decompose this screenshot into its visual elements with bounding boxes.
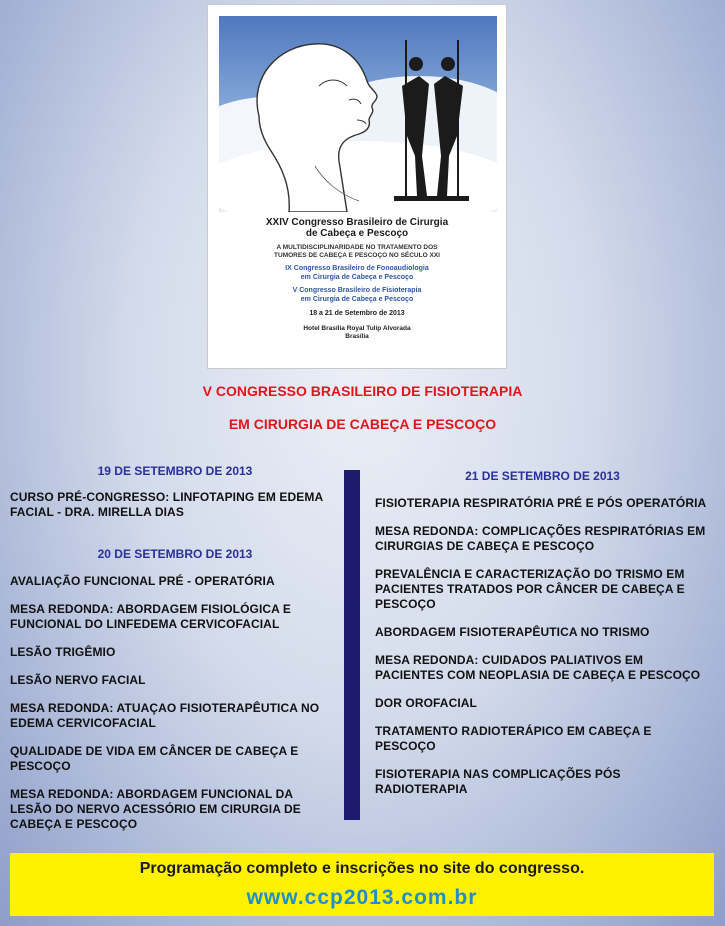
item-line: MESA REDONDA: ATUAÇAO FISIOTERAPÊUTICA NO — [10, 701, 320, 715]
item-line: LESÃO DO NERVO ACESSÓRIO EM CIRURGIA DE — [10, 802, 301, 816]
item-line: FUNCIONAL DO LINFEDEMA CERVICOFACIAL — [10, 617, 280, 631]
schedule-item — [10, 574, 319, 589]
schedule-item — [375, 653, 706, 683]
poster-venue-line: Hotel Brasília Royal Tulip Alvorada — [303, 325, 411, 332]
item-line: CURSO PRÉ-CONGRESSO: LINFOTAPING EM EDEMA — [10, 490, 324, 504]
footer-info-text: Programação completo e inscrições no site do congresso. — [139, 860, 585, 877]
poster-congress-fisio — [208, 287, 506, 304]
poster-fisio-line: V Congresso Brasileiro de Fisioterapia — [292, 287, 422, 294]
item-line: MESA REDONDA: ABORDAGEM FISIOLÓGICA E — [10, 602, 292, 616]
schedule-item — [10, 645, 319, 660]
schedule-day-20 — [10, 574, 319, 845]
item-line: LESÃO NERVO FACIAL — [10, 673, 146, 687]
item-line: CABEÇA E PESCOÇO — [10, 817, 138, 831]
poster-fisio-line: em Cirurgia de Cabeça e Pescoço — [300, 295, 414, 303]
schedule-item — [10, 673, 319, 688]
item-line: MESA REDONDA: ABORDAGEM FUNCIONAL DA — [10, 787, 294, 801]
schedule-item — [375, 524, 706, 554]
footer-banner — [10, 853, 714, 916]
column-divider — [344, 470, 360, 820]
item-line: PACIENTES TRATADOS POR CÂNCER DE CABEÇA E — [375, 582, 685, 596]
item-line: LESÃO TRIGÊMIO — [10, 645, 116, 659]
item-line: FACIAL - DRA. MIRELLA DIAS — [10, 505, 184, 519]
poster-text-block — [208, 217, 506, 341]
schedule-item — [375, 496, 706, 511]
item-line: PESCOÇO — [375, 597, 436, 611]
item-line: PESCOÇO — [10, 759, 71, 773]
poster-fono-line: em Cirurgia de Cabeça e Pescoço — [300, 273, 414, 281]
item-line: PACIENTES COM NEOPLASIA DE CABEÇA E PESCOÇO — [375, 668, 701, 682]
item-line: MESA REDONDA: COMPLICAÇÕES RESPIRATÓRIAS EM — [375, 524, 706, 538]
schedule-item — [10, 490, 323, 520]
schedule-item — [375, 767, 706, 797]
date-heading-20: 20 DE SETEMBRO DE 2013 — [97, 547, 253, 561]
item-line: CIRURGIAS DE CABEÇA E PESCOÇO — [375, 539, 595, 553]
schedule-item — [10, 744, 319, 774]
poster-fono-line: IX Congresso Brasileiro de Fonoaudiologia — [285, 265, 429, 272]
item-line: FISIOTERAPIA NAS COMPLICAÇÕES PÓS — [375, 767, 621, 781]
schedule-item — [10, 701, 319, 731]
schedule-item — [375, 567, 706, 612]
item-line: MESA REDONDA: CUIDADOS PALIATIVOS EM — [375, 653, 644, 667]
poster-subtitle-line: TUMORES DE CABEÇA E PESCOÇO NO SÉCULO XXI — [274, 252, 440, 259]
schedule-item — [375, 625, 706, 640]
item-line: FISIOTERAPIA RESPIRATÓRIA PRÉ E PÓS OPERATÓRIA — [375, 496, 707, 510]
item-line: AVALIAÇÃO FUNCIONAL PRÉ - OPERATÓRIA — [10, 574, 275, 588]
item-line: RADIOTERAPIA — [375, 782, 468, 796]
schedule-day-19 — [10, 490, 323, 533]
item-line: PESCOÇO — [375, 739, 436, 753]
date-heading-19: 19 DE SETEMBRO DE 2013 — [97, 464, 253, 478]
item-line: QUALIDADE DE VIDA EM CÂNCER DE CABEÇA E — [10, 744, 299, 758]
item-line: TRATAMENTO RADIOTERÁPICO EM CABEÇA E — [375, 724, 652, 738]
poster-dates: 18 a 21 de Setembro de 2013 — [309, 310, 405, 317]
schedule-item — [10, 787, 319, 832]
poster-illustration — [219, 16, 497, 212]
schedule-item — [375, 696, 706, 711]
poster-title — [208, 217, 506, 239]
congress-poster — [207, 4, 507, 369]
date-heading-21: 21 DE SETEMBRO DE 2013 — [465, 469, 620, 483]
poster-subtitle — [208, 244, 506, 260]
poster-title-line: de Cabeça e Pescoço — [305, 228, 409, 239]
schedule-item — [375, 724, 706, 754]
main-heading-line2: EM CIRURGIA DE CABEÇA E PESCOÇO — [228, 416, 497, 432]
main-heading-line1: V CONGRESSO BRASILEIRO DE FISIOTERAPIA — [202, 383, 523, 399]
schedule-item — [10, 602, 319, 632]
item-line: DOR OROFACIAL — [375, 696, 477, 710]
poster-title-line: XXIV Congresso Brasileiro de Cirurgia — [265, 217, 449, 228]
poster-venue-line: Brasília — [345, 333, 369, 340]
poster-artwork — [219, 16, 497, 212]
item-line: ABORDAGEM FISIOTERAPÊUTICA NO TRISMO — [375, 625, 650, 639]
poster-congress-fono — [208, 265, 506, 282]
item-line: EDEMA CERVICOFACIAL — [10, 716, 156, 730]
poster-venue — [208, 325, 506, 341]
item-line: PREVALÊNCIA E CARACTERIZAÇÃO DO TRISMO EM — [375, 567, 685, 581]
schedule-day-21 — [375, 496, 706, 810]
congress-website-link[interactable]: www.ccp2013.com.br — [246, 886, 478, 909]
poster-subtitle-line: A MULTIDISCIPLINARIDADE NO TRATAMENTO DOS — [276, 244, 438, 251]
